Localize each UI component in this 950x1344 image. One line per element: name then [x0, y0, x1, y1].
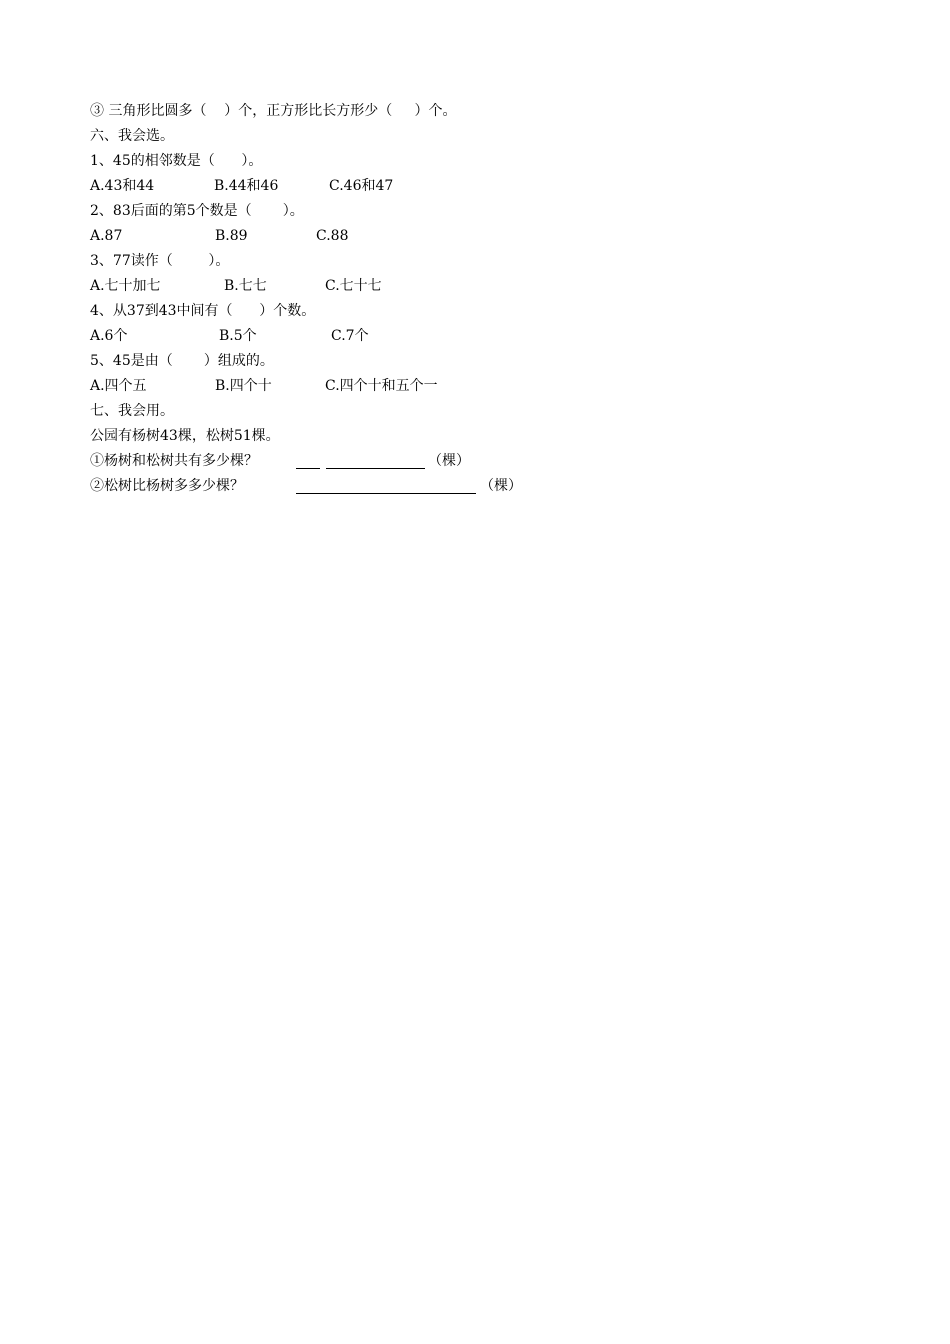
q5-option-a: A.四个五 — [90, 378, 147, 394]
q5-option-c: C.四个十和五个一 — [325, 378, 438, 394]
q1-stem: 1、45的相邻数是（ ）。 — [90, 153, 263, 169]
q1-option-c: C.46和47 — [329, 178, 394, 194]
answer-blank-1a[interactable] — [296, 468, 320, 469]
item-3-line — [90, 99, 457, 123]
section-7-context: 公园有杨树43棵，松树51棵。 — [90, 428, 280, 444]
answer-blank-2[interactable] — [296, 493, 476, 494]
q3-option-c: C.七十七 — [325, 278, 382, 294]
word-problem-2-unit: （棵） — [480, 478, 522, 494]
q4-option-b: B.5个 — [219, 328, 257, 344]
q5-options — [90, 374, 438, 398]
answer-blank-1b[interactable] — [326, 468, 425, 469]
section-6-title: 六、我会选。 — [90, 128, 174, 144]
word-problem-1-label: ①杨树和松树共有多少棵？ — [90, 453, 258, 469]
q2-option-b: B.89 — [215, 228, 248, 244]
q3-option-a: A.七十加七 — [90, 278, 161, 294]
q5-option-b: B.四个十 — [215, 378, 272, 394]
q1-option-a: A.43和44 — [90, 178, 155, 194]
word-problem-2-label: ②松树比杨树多多少棵？ — [90, 478, 244, 494]
q3-stem: 3、77读作（ ）。 — [90, 253, 230, 269]
q5-stem: 5、45是由（ ）组成的。 — [90, 353, 274, 369]
q2-stem: 2、83后面的第5个数是（ ）。 — [90, 203, 304, 219]
q2-options — [90, 224, 349, 248]
q4-option-a: A.6个 — [90, 328, 128, 344]
q3-options — [90, 274, 382, 298]
section-7-title: 七、我会用。 — [90, 403, 174, 419]
q4-options — [90, 324, 369, 348]
item-3-text: ③ 三角形比圆多（ ）个，正方形比长方形少（ ）个。 — [90, 103, 457, 119]
word-problem-1-unit: （棵） — [428, 453, 470, 469]
q2-option-c: C.88 — [316, 228, 349, 244]
q2-option-a: A.87 — [90, 228, 123, 244]
q1-options — [90, 174, 394, 198]
q4-stem: 4、从37到43中间有（ ）个数。 — [90, 303, 316, 319]
word-problem-2 — [90, 474, 522, 498]
q3-option-b: B.七七 — [224, 278, 267, 294]
word-problem-1 — [90, 449, 470, 473]
q1-option-b: B.44和46 — [214, 178, 279, 194]
q4-option-c: C.7个 — [331, 328, 369, 344]
